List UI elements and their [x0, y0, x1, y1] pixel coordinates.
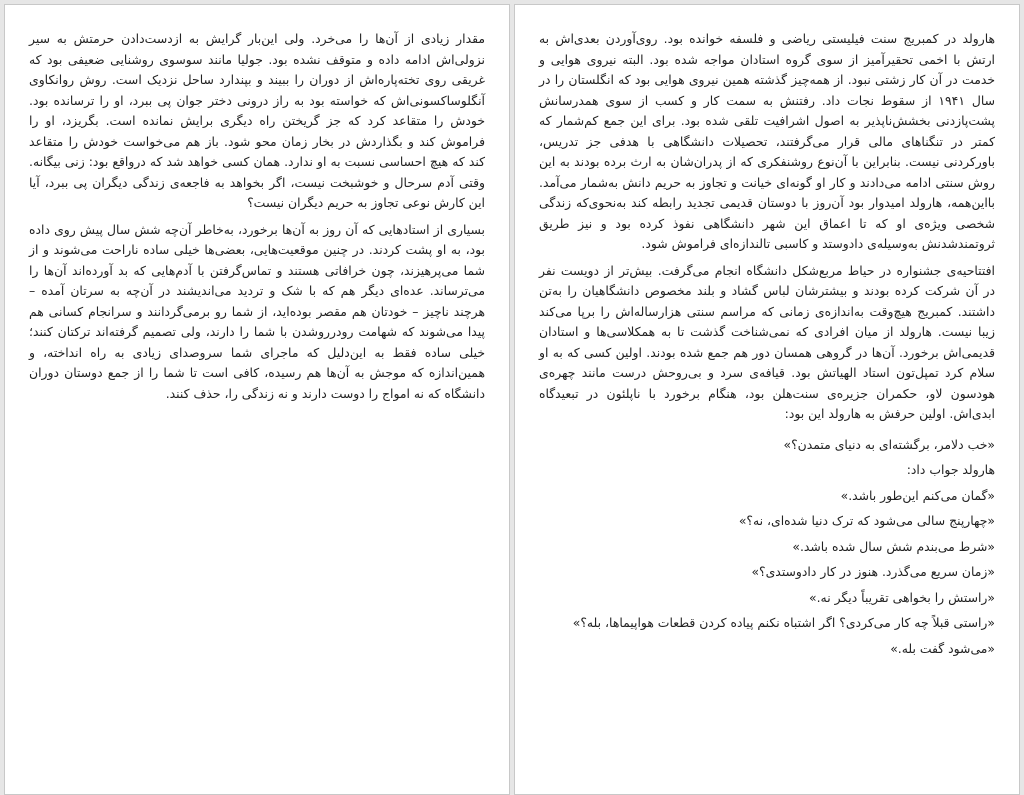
dialogue-line: هارولد جواب داد:: [906, 462, 995, 477]
right-page-text: [539, 29, 995, 664]
right-page: [514, 4, 1020, 795]
left-page: [4, 4, 510, 795]
paragraph: مقدار زیادی از آن‌ها را می‌خرد. ولی این‌بار گرایش به ازدست‌دادن حرمتش به سیر نزولی‌اش ادامه داده و متوقف نشده بود. جولیا مانند سوسوی روشنایی ضعیفی بود که غریقی روی تخته‌پاره‌اش از دوران را ببیند و بپندارد ساحل نزدیک است. روش روانکاوی آنگلوساکسونی‌اش که خواسته بود به راز درونی دختر جوان پی ببرد، او را ترسانده بود. خودش را متقاعد کرد که جز گریختن راه دیگری برایش نمانده است. بگریزد، او را فراموش کند و بگذاردش در بخار زمان محو شود. باز هم می‌خواست خودش را متقاعد کند که هیچ احساسی نسبت به او ندارد. همان کسی خواهد شد که درواقع بود: زنی بیگانه. وقتی آدم سرحال و خوشبخت نیست، اگر بخواهد به فاجعه‌ی زندگی دیگران پی ببرد، آیا این کارش نوعی تجاوز به حریم دیگران نیست؟: [29, 31, 485, 210]
dialogue-line: «راستش را بخواهی تقریباً دیگر نه.»: [809, 589, 995, 605]
dialogue-line: «چهارپنج سالی می‌شود که ترک دنیا شده‌ای، نه؟»: [738, 513, 995, 528]
dialogue-line: «خب دلامر، برگشته‌ای به دنیای متمدن؟»: [783, 436, 995, 452]
dialogue-line: «گمان می‌کنم این‌طور باشد.»: [840, 487, 995, 503]
left-page-text: [29, 29, 485, 410]
paragraph: افتتاحیه‌ی جشنواره در حیاط مربع‌شکل دانشگاه انجام می‌گرفت. بیش‌تر از دویست نفر در آن شرکت کرده بودند و بیشترشان لباس گشاد و بلند مخصوص دانشگاهیان را به‌تن داشتند. کمبریج هیچ‌وقت به‌اندازه‌ی زمانی که مراسم سنتی هزارساله‌اش را برپا می‌کند زیبا نیست. هارولد از میان افرادی که نمی‌شناخت گذشت تا به همکلاسی‌ها و استادان قدیمی‌اش برخورد. آن‌ها در گروهی همسان دور هم جمع شده بودند. اولین کسی که به او سلام کرد تمپل‌تون استاد الهیاتش بود. قیافه‌ی سرد و بی‌روحش درست مانند چهره‌ی هودسون لاو، حکمران جزیره‌ی سنت‌هلن بود، هنگام برخورد با ناپلئون در تبعیدگاه ابدی‌اش. اولین حرفش به هارولد این بود:: [539, 262, 995, 421]
dialogue-line: «راستی قبلاً چه کار می‌کردی؟ اگر اشتباه نکنم پیاده کردن قطعات هواپیماها، بله؟»: [572, 615, 995, 630]
dialogue-line: «زمان سریع می‌گذرد. هنوز در کار دادوستدی؟»: [751, 564, 995, 579]
dialogue-line: «شرط می‌بندم شش سال شده باشد.»: [792, 538, 995, 554]
paragraph: بسیاری از استادهایی که آن روز به آن‌ها برخورد، به‌خاطر آن‌چه شش سال پیش روی داده بود، به او پشت کردند. در چنین موقعیت‌هایی، بعضی‌ها خیلی ساده ناراحت می‌شوند و از شما می‌پرهیزند، چون خرافاتی هستند و تماس‌گرفتن با آدم‌هایی که بد آورده‌اند آن‌ها را می‌ترساند. عده‌ای دیگر هم که با شک و تردید می‌اندیشند در آن‌چه به سرتان آمده – هرچند ناچیز – خودتان هم مقصر بوده‌اید، از شما رو برمی‌گردانند و سرانجام کسانی هم پیدا می‌شوند که شهامت رودرروشدن با شما را دارند، ولی تصمیم گرفته‌اند ترکتان کنند؛ خیلی ساده فقط به این‌دلیل که ماجرای شما سروصدای زیادی به راه انداخته، و همین‌اندازه که موجش به آن‌ها هم رسیده، کافی است تا شما را از جمع دوستان دوران دانشگاه که نه امواج را دوست دارند و نه زندگی را، حذف کنند.: [29, 221, 485, 401]
dialogue-line: «می‌شود گفت بله.»: [890, 640, 995, 656]
paragraph: هارولد در کمبریج سنت فیلیستی ریاضی و فلسفه خوانده بود. روی‌آوردن بعدی‌اش به ارتش با اخمی تحقیرآمیز از سوی گروه استادان مواجه شده بود. البته نیروی هوایی و خدمت در آن کار زشتی نبود. از همه‌چیز گذشته همین نیروی هوایی بود که انگلستان را در سال ۱۹۴۱ از سقوط نجات داد. رفتنش به سمت کار و کسب از سوی همدرسانش پشت‌پازدنی بخشش‌ناپذیر به اصول اشرافیت تلقی شده بود. برای این جمع کم‌شمار که کمتر در تنگناهای مالی قرار می‌گرفتند، تحصیلات دانشگاهی با هدفی جز تدریس، باورکردنی نیست. بنابراین با آن‌نوع روشنفکری که از پدران‌شان به ارث برده بودند به این روش سنتی ادامه می‌دادند و کار او گونه‌ای خیانت و تجاوز به حریم دانش به‌شمار می‌آمد. بااین‌همه، هارولد امیدوار بود آن‌روز با دوستان قدیمی تجدید رابطه کند به‌نحوی‌که زندگی شخصی ویژه‌ی او که تا اعماق این شهر دانشگاهی نفوذ کرده بود و نیز طریق ثروتمندشدنش به‌وسیله‌ی دادوستد و کاسبی تالندازه‌ای فراموش شود.: [539, 31, 995, 251]
